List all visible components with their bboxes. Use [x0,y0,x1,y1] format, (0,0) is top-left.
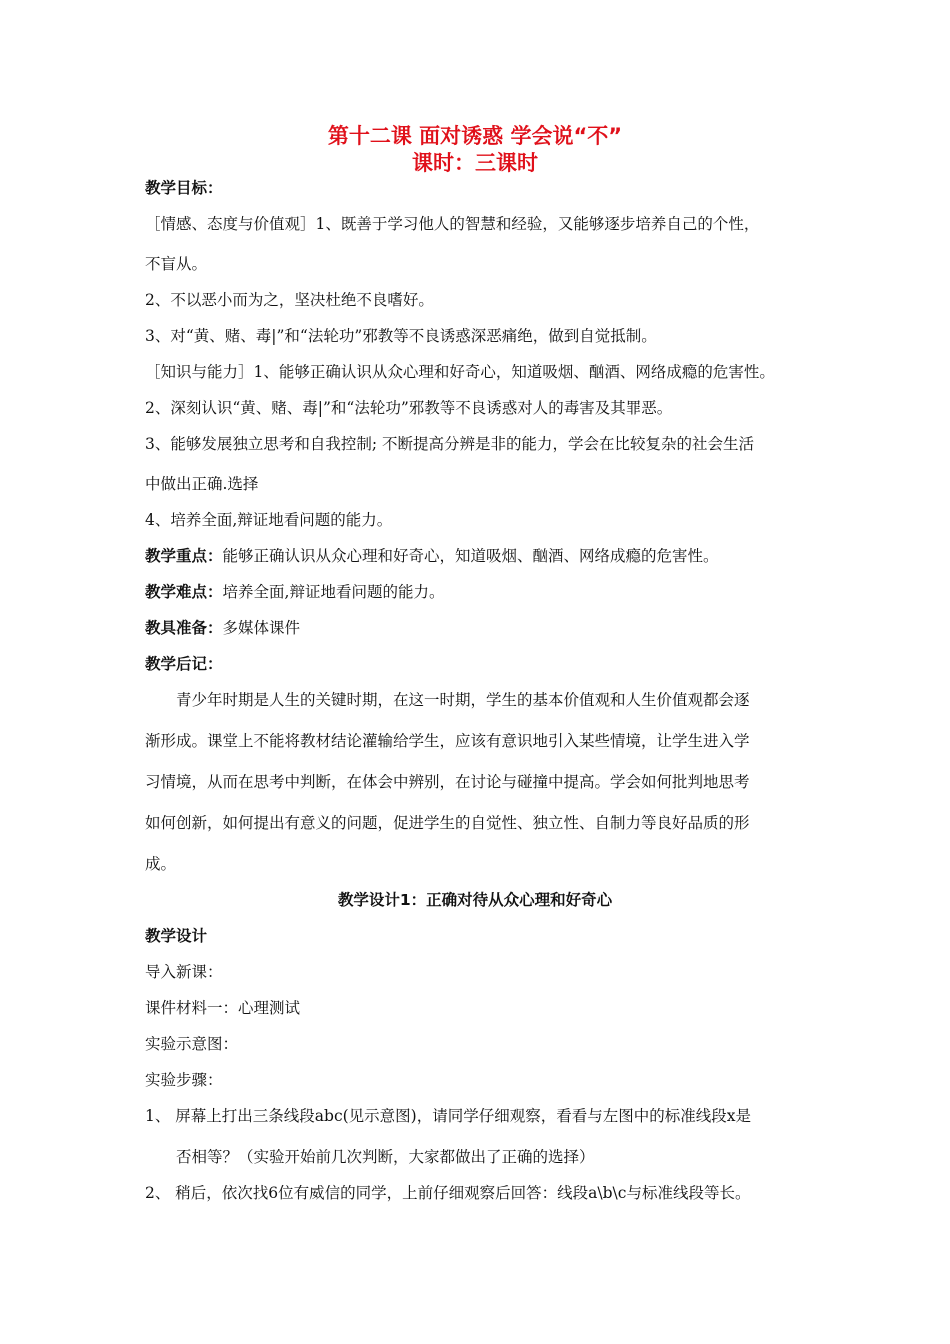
key-point [145,545,719,567]
lesson-period: 课时：三课时 [412,151,538,175]
afterword-line: 成。 [145,855,177,873]
design-line: 导入新课： [145,963,223,981]
objective-line: 2、不以恶小而为之，坚决杜绝不良嗜好。 [145,291,434,309]
objective-line: 不盲从。 [145,255,208,273]
objectives-heading: 教学目标： [145,179,223,197]
objective-line: 3、能够发展独立思考和自我控制; 不断提高分辨是非的能力，学会在比较复杂的社会生活 [145,435,755,453]
design-step: 2、 稍后，依次找6位有威信的同学，上前仔细观察后回答：线段a\b\c与标准线段等长。 [145,1184,751,1202]
objective-line: 4、培养全面,辩证地看问题的能力。 [145,511,393,529]
objective-line: 中做出正确.选择 [145,475,259,493]
design-step: 否相等？（实验开始前几次判断，大家都做出了正确的选择） [176,1148,595,1166]
objective-line: ［情感、态度与价值观］1、既善于学习他人的智慧和经验，又能够逐步培养自己的个性， [145,215,760,233]
design-line: 课件材料一：心理测试 [145,999,301,1017]
teaching-tools [145,617,300,639]
objective-line: 3、对“黄、赌、毒|”和“法轮功”邪教等不良诱惑深恶痛绝，做到自觉抵制。 [145,327,657,345]
afterword-line: 青少年时期是人生的关键时期，在这一时期，学生的基本价值观和人生价值观都会逐 [176,691,750,709]
teaching-tools-text: 多媒体课件 [222,619,301,637]
design-line: 实验示意图： [145,1035,239,1053]
difficult-point-label: 教学难点： [145,583,223,601]
key-point-label: 教学重点： [145,547,223,565]
objective-line: 2、深刻认识“黄、赌、毒|”和“法轮功”邪教等不良诱惑对人的毒害及其罪恶。 [145,399,673,417]
key-point-text: 能够正确认识从众心理和好奇心，知道吸烟、酗酒、网络成瘾的危害性。 [222,547,719,565]
design-line: 实验步骤： [145,1071,223,1089]
design-section-title: 教学设计1：正确对待从众心理和好奇心 [337,891,613,909]
design-heading: 教学设计 [145,927,208,945]
design-step: 1、 屏幕上打出三条线段abc(见示意图)，请同学仔细观察，看看与左图中的标准线段x是 [145,1107,751,1125]
afterword-heading: 教学后记： [145,655,223,673]
afterword-line: 如何创新，如何提出有意义的问题，促进学生的自觉性、独立性、自制力等良好品质的形 [145,814,750,832]
lesson-title: 第十二课 面对诱惑 学会说“不” [327,124,623,148]
afterword-line: 习情境，从而在思考中判断，在体会中辨别，在讨论与碰撞中提高。学会如何批判地思考 [145,773,750,791]
objective-line: ［知识与能力］1、能够正确认识从众心理和好奇心，知道吸烟、酗酒、网络成瘾的危害性。 [145,363,775,381]
difficult-point [145,581,444,603]
afterword-line: 渐形成。课堂上不能将教材结论灌输给学生，应该有意识地引入某些情境，让学生进入学 [145,732,750,750]
difficult-point-text: 培养全面,辩证地看问题的能力。 [222,583,445,601]
teaching-tools-label: 教具准备： [145,619,223,637]
